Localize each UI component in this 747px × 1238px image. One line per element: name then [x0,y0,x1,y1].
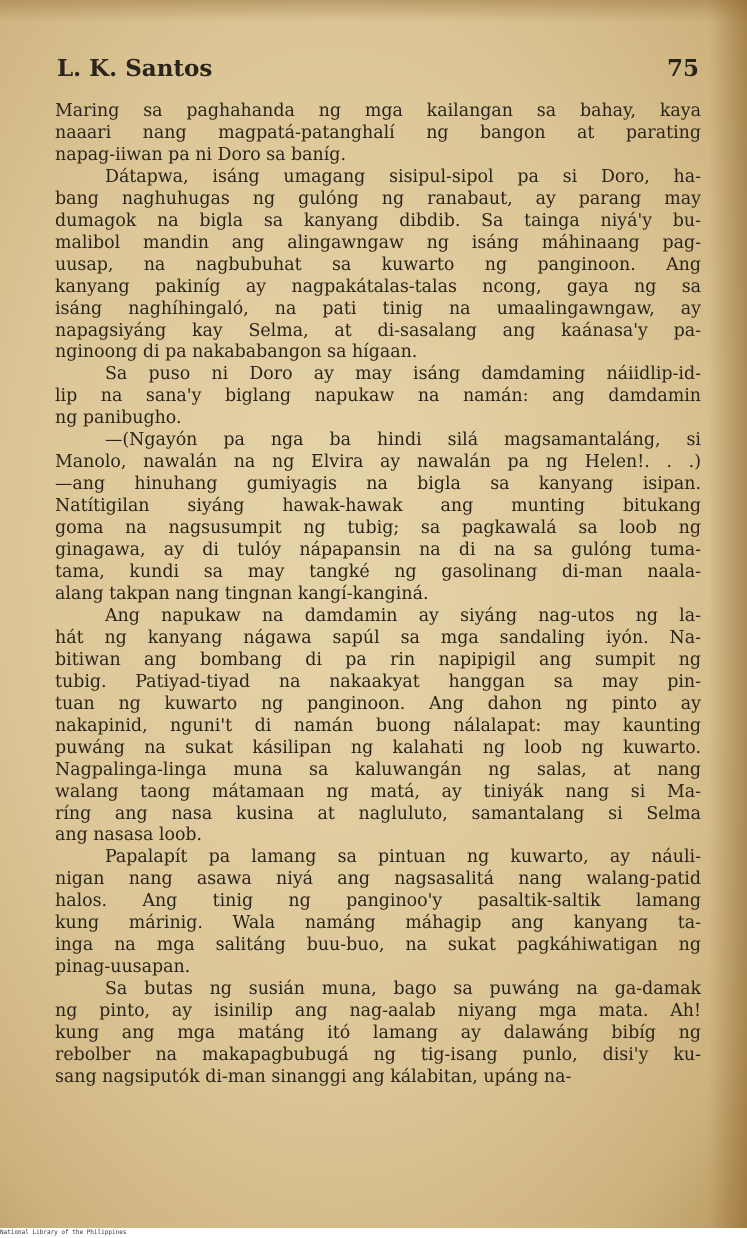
text-line: nigan nang asawa niyá ang nagsasalitá nang walang-patid [55,869,701,890]
header-author: L. K. Santos [57,55,213,82]
text-line: Maring sa paghahanda ng mga kailangan sa bahay, kaya [55,101,701,121]
text-line: walang taong mátamaan ng matá, ay tiniyák nang si Ma- [55,781,701,802]
paragraph [55,606,701,847]
text-line: goma na nagsusumpit ng tubig; sa pagkawalá sa loob ng [55,518,701,539]
text-line: kung márinig. Wala namáng máhagip ang kanyang ta- [55,913,701,934]
page-number: 75 [666,55,699,82]
text-line: napagsiyáng kay Selma, at di-sasalang ang kaánasa'y pa- [55,320,701,341]
text-line: ng pinto, ay isinilip ang nag-aalab niyang mga mata. Ah! [55,1001,701,1022]
text-line: Papalapít pa lamang sa pintuan ng kuwarto, ay náuli- [105,847,701,868]
text-line: lip na sana'y biglang napukaw na namán: ang damdamin [55,386,701,407]
running-header [57,55,699,89]
text-line: Nagpalinga-linga muna sa kaluwangán ng salas, at nang [55,759,701,780]
text-line: ríng ang nasa kusina at nagluluto, samantalang si Selma [55,803,701,824]
text-line: puwáng na sukat kásilipan ng kalahati ng loob ng kuwarto. [55,737,701,758]
text-line: nginoong di pa nakababangon sa hígaan. [55,342,418,363]
paragraph [55,847,701,979]
text-line: tubig. Patiyad-tiyad na nakaakyat hanggan sa may pin- [55,671,701,692]
text-line: sang nagsiputók di-man sinanggi ang kálabitan, upáng na- [55,1066,572,1087]
text-line: nakapinid, nguni't di namán buong nálalapat: may kaunting [55,715,701,736]
text-line: napag-iiwan pa ni Doro sa baníg. [55,144,346,165]
text-line: dumagok na bigla sa kanyang dibdib. Sa tainga niyá'y bu- [55,210,701,231]
footer-credit: National Library of the Philippines [0,1229,127,1236]
text-line: bitiwan ang bombang di pa rin napipigil ang sumpit ng [55,649,701,670]
text-line: Natítigilan siyáng hawak-hawak ang munting bitukang [55,496,701,517]
paragraph [55,430,701,606]
page-edge-shadow-right [709,0,747,1228]
text-line: hát ng kanyang nágawa sapúl sa mga sandaling iyón. Na- [55,627,701,648]
paragraph [55,364,701,430]
text-line: uusap, na nagbubuhat sa kuwarto ng panginoon. Ang [55,254,701,275]
text-line: ng panibugho. [55,408,182,429]
text-line: kung ang mga matáng itó lamang ay dalawáng bibíg ng [55,1023,701,1044]
text-line: pinag-uusapan. [55,957,191,978]
text-line: Manolo, nawalán na ng Elvira ay nawalán pa ng Helen!. . .) [55,452,701,473]
text-line: Sa butas ng susián muna, bago sa puwáng na ga-damak [105,979,701,1000]
text-line: alang takpan nang tingnan kangí-kanginá. [55,583,429,604]
page-edge-shadow-top [0,0,747,22]
paragraph [55,101,701,167]
text-line: malibol mandin ang alingawngaw ng isáng máhinaang pag- [55,232,701,253]
text-line: kanyang pakiníg ay nagpakátalas-talas ncong, gaya ng sa [55,276,701,297]
paragraph [55,979,701,1089]
body-text [55,101,701,1089]
text-line: inga na mga salitáng buu-buo, na sukat pagkáhiwatigan ng [55,935,701,956]
text-line: Dátapwa, isáng umagang sisipul-sipol pa si Doro, ha- [105,166,701,187]
text-line: bang naghuhugas ng gulóng ng ranabaut, ay parang may [55,188,701,209]
text-line: isáng naghíhingaló, na pati tinig na umaalingawngaw, ay [55,298,701,319]
text-line: ginagawa, ay di tulóy nápapansin na di na sa gulóng tuma- [55,540,701,561]
text-line: —ang hinuhang gumiyagis na bigla sa kanyang isipan. [55,474,701,495]
text-line: naaari nang magpatá-patanghalí ng bangon at parating [55,122,701,143]
text-line: ang nasasa loob. [55,825,203,846]
text-line: tuan ng kuwarto ng panginoon. Ang dahon ng pinto ay [55,693,701,714]
text-line: Ang napukaw na damdamin ay siyáng nag-utos ng la- [105,605,701,626]
text-line: tama, kundi sa may tangké ng gasolinang di-man naala- [55,562,701,583]
paragraph [55,167,701,365]
text-line: rebolber na makapagbubugá ng tig-isang punlo, disi'y ku- [55,1044,701,1065]
text-line: Sa puso ni Doro ay may isáng damdaming náiidlip-id- [105,364,701,385]
text-line: —(Ngayón pa nga ba hindi silá magsamantaláng, si [105,430,701,451]
text-line: halos. Ang tinig ng panginoo'y pasaltik-saltik lamang [55,891,701,912]
